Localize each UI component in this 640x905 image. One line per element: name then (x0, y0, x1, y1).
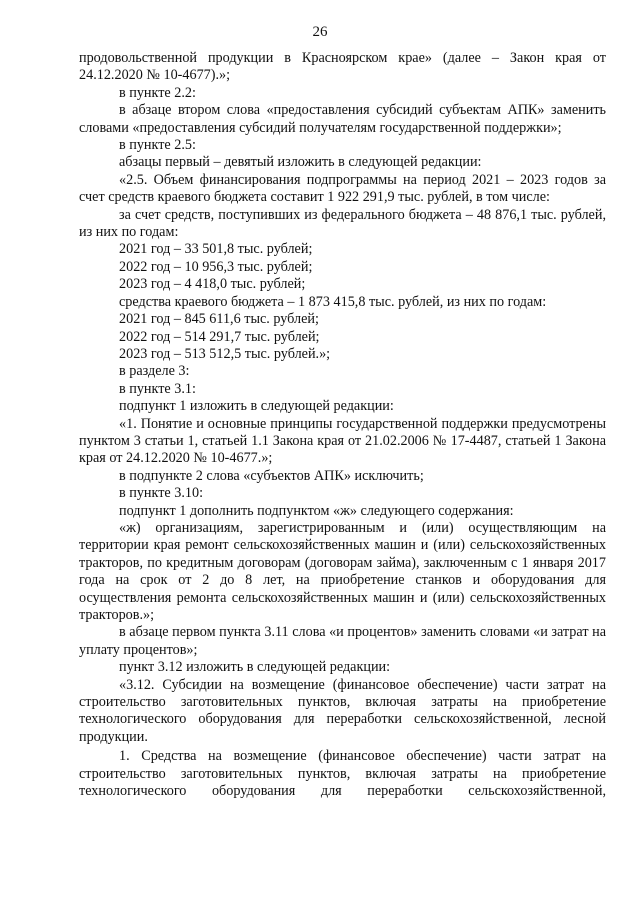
paragraph: за счет средств, поступивших из федерального бюджета – 48 876,1 тыс. рублей, из них по годам: (79, 206, 606, 241)
paragraph: «1. Понятие и основные принципы государственной поддержки предусмотрены пунктом 3 статьи 1, статьей 1.1 Закона края от 21.02.2006 № 17-4487, статьей 1 Закона края от 24.12.2020 № 10-4677.»; (79, 415, 606, 467)
paragraph: в пункте 2.2: (119, 84, 196, 101)
paragraph: подпункт 1 изложить в следующей редакции: (119, 398, 394, 415)
paragraph: «2.5. Объем финансирования подпрограммы на период 2021 – 2023 годов за счет средств краевого бюджета составит 1 922 291,9 тыс. рублей, в том числе: (79, 171, 606, 206)
paragraph: продовольственной продукции в Красноярском крае» (далее – Закон края от 24.12.2020 № 10-4677).»; (79, 50, 606, 84)
page-number: 26 (312, 24, 328, 40)
paragraph: подпункт 1 дополнить подпунктом «ж» следующего содержания: (119, 502, 514, 519)
paragraph: пункт 3.12 изложить в следующей редакции: (119, 659, 391, 676)
document-body (79, 50, 606, 800)
paragraph: в абзаце втором слова «предоставления субсидий субъектам АПК» заменить словами «предоставления субсидий получателям государственной поддержки»; (79, 102, 606, 136)
paragraph: в пункте 3.10: (119, 485, 204, 502)
paragraph: 2021 год – 33 501,8 тыс. рублей; (119, 241, 313, 258)
paragraph: в абзаце первом пункта 3.11 слова «и процентов» заменить словами «и затрат на уплату процентов»; (79, 624, 606, 658)
paragraph: в пункте 3.1: (119, 380, 196, 397)
paragraph: в разделе 3: (119, 363, 190, 380)
paragraph: 2022 год – 10 956,3 тыс. рублей; (119, 258, 313, 275)
paragraph: 2023 год – 513 512,5 тыс. рублей.»; (119, 345, 331, 362)
paragraph: 1. Средства на возмещение (финансовое обеспечение) части затрат на строительство заготовительных пунктов, включая затраты на приобретение технологического оборудования для переработки сельскохозяйственной, (79, 748, 606, 800)
paragraph: абзацы первый – девятый изложить в следующей редакции: (119, 154, 482, 171)
paragraph: средства краевого бюджета – 1 873 415,8 тыс. рублей, из них по годам: (119, 293, 547, 310)
paragraph: в подпункте 2 слова «субъектов АПК» исключить; (119, 467, 424, 484)
paragraph: 2022 год – 514 291,7 тыс. рублей; (119, 328, 320, 345)
paragraph: 2023 год – 4 418,0 тыс. рублей; (119, 276, 306, 293)
paragraph: в пункте 2.5: (119, 137, 196, 154)
paragraph: «ж) организациям, зарегистрированным и (или) осуществляющим на территории края ремонт сельскохозяйственных машин и (или) сельскохозяйственных тракторов, по кредитным договорам (договорам займа), заключенным с 1 января 2017 года на срок от 2 до 8 лет, на приобретение станков и оборудования для осуществления ремонта сельскохозяйственных машин и (или) сельскохозяйственных тракторов.»; (79, 519, 606, 623)
paragraph: «3.12. Субсидии на возмещение (финансовое обеспечение) части затрат на строительство заготовительных пунктов, включая затраты на приобретение технологического оборудования для переработки сельскохозяйственной, лесной продукции. (79, 676, 606, 745)
paragraph: 2021 год – 845 611,6 тыс. рублей; (119, 311, 319, 328)
